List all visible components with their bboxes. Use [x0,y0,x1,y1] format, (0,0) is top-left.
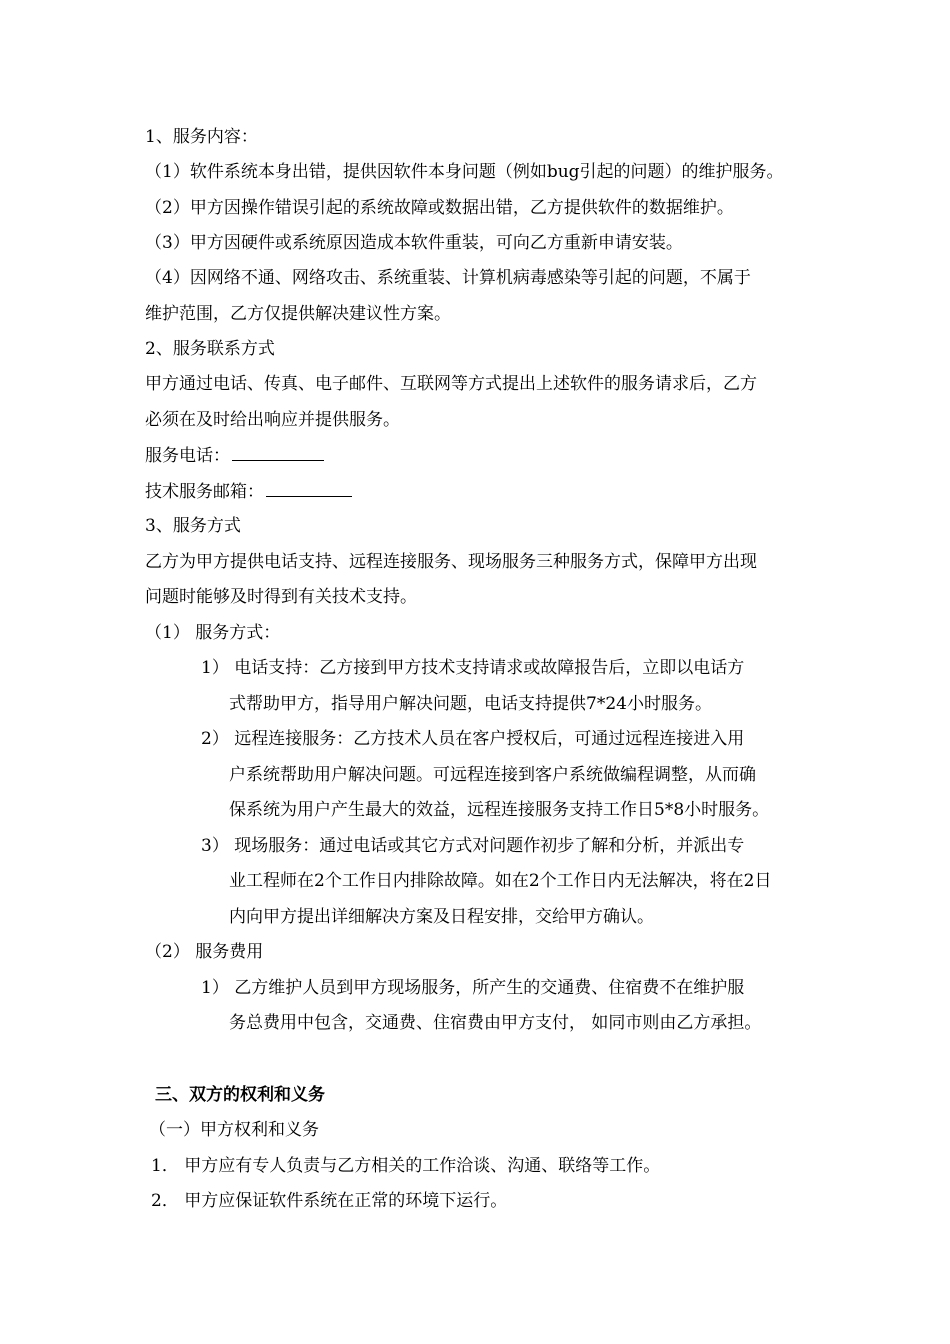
contact-paragraph: 甲方通过电话、传真、电子邮件、互联网等方式提出上述软件的服务请求后，乙方 [145,374,757,394]
service-item-2: （2）甲方因操作错误引起的系统故障或数据出错，乙方提供软件的数据维护。 [145,198,734,218]
onsite-service-item-cont2: 内向甲方提出详细解决方案及日程安排，交给甲方确认。 [229,907,654,927]
phone-support-item: 1） 电话支持：乙方接到甲方技术支持请求或故障报告后，立即以电话方 [201,658,745,678]
tech-email-label: 技术服务邮箱： [145,482,264,502]
service-phone-blank [232,443,324,461]
section-contact-heading: 2、服务联系方式 [145,339,275,359]
service-fee-item-cont: 务总费用中包含，交通费、住宿费由甲方支付， 如同市则由乙方承担。 [229,1013,762,1033]
contact-paragraph-cont: 必须在及时给出响应并提供服务。 [145,410,400,430]
onsite-service-item: 3） 现场服务：通过电话或其它方式对问题作初步了解和分析，并派出专 [201,836,745,856]
onsite-service-item-cont1: 业工程师在2个工作日内排除故障。如在2个工作日内无法解决，将在2日 [229,871,772,891]
section-rights-obligations-heading: 三、双方的权利和义务 [155,1085,325,1105]
service-fee-subheading: （2） 服务费用 [145,942,264,962]
service-fee-item: 1） 乙方维护人员到甲方现场服务，所产生的交通费、住宿费不在维护服 [201,978,745,998]
service-item-4-cont: 维护范围，乙方仅提供解决建议性方案。 [145,304,451,324]
tech-email-row [145,479,352,504]
party-a-rights-subheading: （一）甲方权利和义务 [149,1120,319,1140]
section-service-content-heading: 1、服务内容： [145,127,258,147]
service-mode-paragraph: 乙方为甲方提供电话支持、远程连接服务、现场服务三种服务方式，保障甲方出现 [145,552,757,572]
section-service-mode-heading: 3、服务方式 [145,516,241,536]
party-a-obligation-2: 2． 甲方应保证软件系统在正常的环境下运行。 [151,1191,508,1211]
remote-service-item-cont1: 户系统帮助用户解决问题。可远程连接到客户系统做编程调整，从而确 [229,765,756,785]
remote-service-item-cont2: 保系统为用户产生最大的效益，远程连接服务支持工作日5*8小时服务。 [229,800,770,820]
service-phone-row [145,443,324,468]
service-mode-subheading: （1） 服务方式： [145,623,281,643]
service-phone-label: 服务电话： [145,446,230,466]
party-a-obligation-1: 1． 甲方应有专人负责与乙方相关的工作洽谈、沟通、联络等工作。 [151,1156,661,1176]
tech-email-blank [266,479,352,497]
service-mode-paragraph-cont: 问题时能够及时得到有关技术支持。 [145,587,417,607]
phone-support-item-cont: 式帮助甲方，指导用户解决问题，电话支持提供7*24小时服务。 [229,694,712,714]
remote-service-item: 2） 远程连接服务：乙方技术人员在客户授权后，可通过远程连接进入用 [201,729,745,749]
service-item-3: （3）甲方因硬件或系统原因造成本软件重装，可向乙方重新申请安装。 [145,233,683,253]
service-item-1: （1）软件系统本身出错，提供因软件本身问题（例如bug引起的问题）的维护服务。 [145,162,784,182]
service-item-4: （4）因网络不通、网络攻击、系统重装、计算机病毒感染等引起的问题，不属于 [145,268,751,288]
